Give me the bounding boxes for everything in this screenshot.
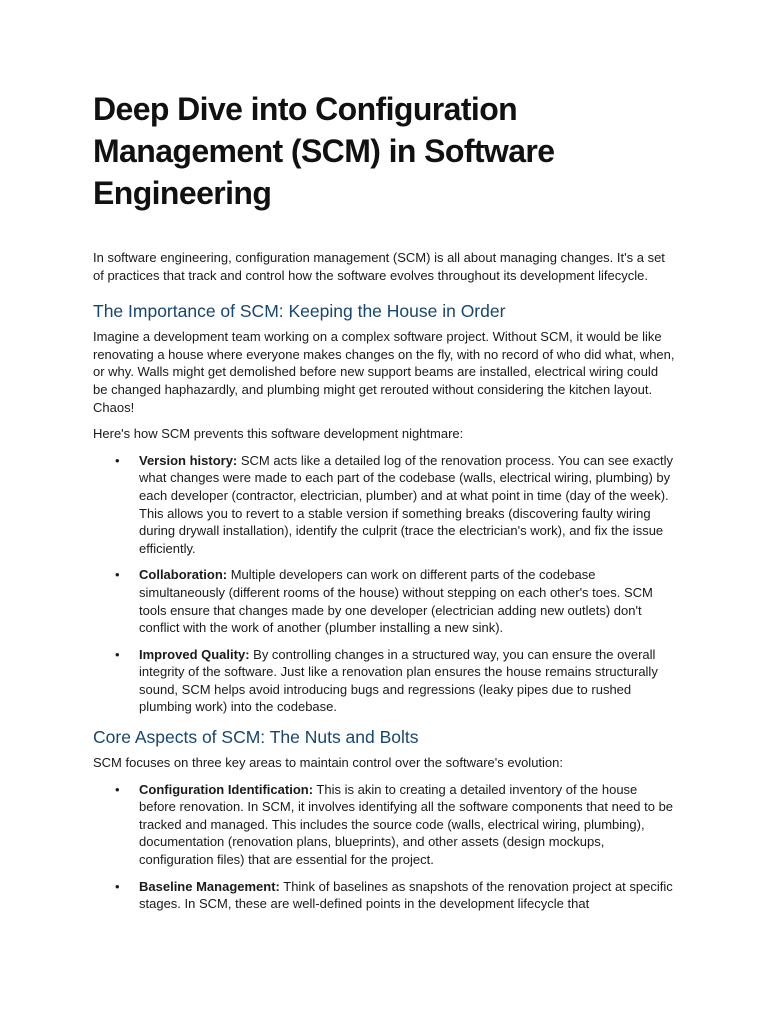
bullet-icon: • — [115, 567, 120, 583]
list-item-text: By controlling changes in a structured way, you can ensure the overall integrity of the software. Just like a renovation plan ensures the house remains structurally sound, SCM helps avoid introducing bugs and regressions (leaky pipes due to rushed plumbing work) into the codebase. — [139, 646, 658, 715]
section2-paragraph-1: SCM focuses on three key areas to maintain control over the software's evolution: — [93, 755, 563, 771]
list-item-text: Multiple developers can work on different parts of the codebase simultaneously (different rooms of the house) without stepping on each other's toes. SCM tools ensure that changes made by one developer (electrician adding new outlets) don't conflict with the work of another (plumber installing a new sink). — [139, 567, 653, 636]
list-item-term: Version history: — [139, 452, 238, 468]
section1-bullet-list — [93, 452, 675, 716]
list-item — [93, 781, 675, 869]
section-heading-importance: The Importance of SCM: Keeping the House in Order — [93, 301, 506, 322]
list-item-text: SCM acts like a detailed log of the renovation process. You can see exactly what changes were made to each part of the codebase (walls, electrical wiring, plumbing) by each developer (contractor, electrician, plumber) and at what point in time (day of the week). This allows you to revert to a stable version if something breaks (discovering faulty wiring during drywall installation), identify the culprit (trace the electrician's work), and fix the issue efficiently. — [139, 452, 674, 556]
list-item-term: Collaboration: — [139, 567, 228, 583]
section1-paragraph-2: Here's how SCM prevents this software development nightmare: — [93, 426, 464, 442]
page-title: Deep Dive into Configuration Management (SCM) in Software Engineering — [93, 91, 555, 211]
intro-paragraph: In software engineering, configuration management (SCM) is all about managing changes. It's a set of practices that track and control how the software evolves throughout its development lifecycle. — [93, 250, 665, 283]
list-item-text: Think of baselines as snapshots of the renovation project at specific stages. In SCM, these are well-defined points in the development lifecycle that — [139, 878, 673, 912]
list-item — [93, 878, 675, 913]
section1-paragraph-1: Imagine a development team working on a complex software project. Without SCM, it would be like renovating a house where everyone makes changes on the fly, with no record of who did what, when, or why. Walls might get demolished before new support beams are installed, electrical wiring could be changed haphazardly, and plumbing might get rerouted without considering the kitchen layout. Chaos! — [93, 329, 675, 415]
bullet-icon: • — [115, 878, 120, 894]
list-item — [93, 566, 675, 636]
bullet-icon: • — [115, 452, 120, 468]
bullet-icon: • — [115, 781, 120, 797]
bullet-icon: • — [115, 646, 120, 662]
list-item — [93, 452, 675, 558]
section-heading-core-aspects: Core Aspects of SCM: The Nuts and Bolts — [93, 727, 419, 748]
list-item-text: This is akin to creating a detailed inventory of the house before renovation. In SCM, it involves identifying all the software components that need to be tracked and managed. This includes the source code (walls, electrical wiring, plumbing), documentation (renovation plans, blueprints), and other assets (design mockups, configuration files) that are essential for the project. — [139, 781, 674, 868]
document-page — [93, 88, 675, 922]
section2-bullet-list — [93, 781, 675, 913]
list-item-term: Baseline Management: — [139, 878, 280, 894]
list-item — [93, 646, 675, 716]
list-item-term: Improved Quality: — [139, 646, 250, 662]
list-item-term: Configuration Identification: — [139, 781, 314, 797]
